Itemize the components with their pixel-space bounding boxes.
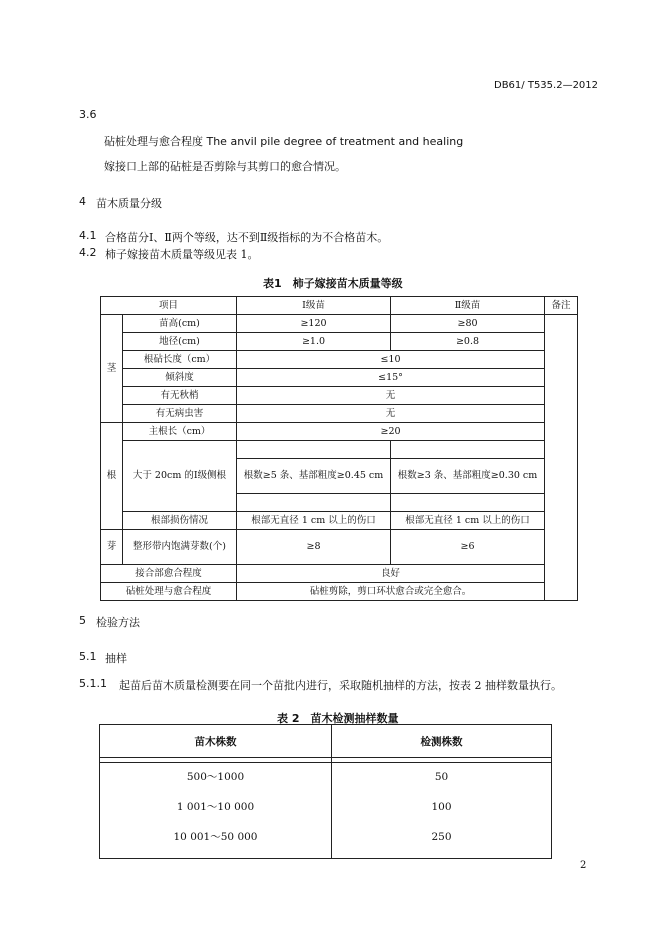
section-4-number: 4 — [79, 195, 86, 208]
section-5-heading: 检验方法 — [96, 616, 140, 629]
term-title: 砧桩处理与愈合程度 The anvil pile degree of treatment and healing — [104, 135, 464, 148]
header-remark: 备注 — [545, 297, 578, 315]
table-row — [101, 565, 578, 583]
group-stem: 茎 — [101, 315, 123, 423]
cell-grade-1: ≥120 — [237, 315, 391, 333]
cell-grade-1: ≥1.0 — [237, 333, 391, 351]
cell-grade-2: ≥80 — [391, 315, 545, 333]
clause-4-2-text: 柿子嫁接苗木质量等级见表 1。 — [105, 248, 259, 261]
cell-both-grades: ≤10 — [237, 351, 545, 369]
sample-count-cell — [332, 763, 552, 859]
seedling-count-cell — [100, 763, 332, 859]
cell-grade-1: ≥8 — [237, 530, 391, 565]
cell-grade-2: ≥6 — [391, 530, 545, 565]
table-row — [101, 583, 578, 601]
clause-5-1-1-text: 起苗后苗木质量检测要在同一个苗批内进行，采取随机抽样的方法，按表 2 抽样数量执行。 — [119, 679, 562, 692]
sample-count: 100 — [431, 801, 452, 813]
header-grade-2: Ⅱ级苗 — [391, 297, 545, 315]
clause-4-1-number: 4.1 — [79, 229, 97, 242]
header-item: 项目 — [101, 297, 237, 315]
table-row — [101, 387, 578, 405]
header-sample-count: 检测株数 — [332, 725, 552, 758]
table-2-caption: 表 2 苗木检测抽样数量 — [277, 712, 399, 725]
row-label: 接合部愈合程度 — [101, 565, 237, 583]
row-label: 大于 20cm 的Ⅰ级侧根 — [123, 441, 237, 512]
page-number: 2 — [580, 860, 587, 871]
seedling-count: 1 001～10 000 — [176, 801, 255, 813]
cell-grade-1: 根数≥5 条、基部粗度≥0.45 cm — [237, 459, 391, 494]
cell-both-grades: ≥20 — [237, 423, 545, 441]
clause-5-1-heading: 抽样 — [105, 652, 127, 665]
cell-grade-1 — [237, 441, 391, 459]
seedling-count: 10 001～50 000 — [173, 831, 258, 843]
group-root: 根 — [101, 423, 123, 530]
table-row — [100, 763, 552, 859]
table-row — [101, 423, 578, 441]
sampling-table — [99, 724, 552, 859]
table-row — [101, 333, 578, 351]
cell-both-grades: 无 — [237, 387, 545, 405]
clause-4-2-number: 4.2 — [79, 246, 97, 259]
sample-count: 250 — [431, 831, 452, 843]
row-label: 有无病虫害 — [123, 405, 237, 423]
row-label: 整形带内饱满芽数(个) — [123, 530, 237, 565]
clause-4-1-text: 合格苗分Ⅰ、Ⅱ两个等级，达不到Ⅱ级指标的为不合格苗木。 — [105, 231, 389, 244]
row-label: 地径(cm) — [123, 333, 237, 351]
table-row — [101, 369, 578, 387]
grade-table — [100, 296, 578, 601]
seedling-count: 500～1000 — [186, 771, 245, 783]
cell-grade-2: 根数≥3 条、基部粗度≥0.30 cm — [391, 459, 545, 494]
cell-grade-2 — [391, 441, 545, 459]
header-seedling-count: 苗木株数 — [100, 725, 332, 758]
remark-cell — [545, 315, 578, 601]
table-row-spacer — [101, 441, 578, 459]
table-row — [101, 530, 578, 565]
cell-grade-2: ≥0.8 — [391, 333, 545, 351]
table-row — [101, 351, 578, 369]
cell-both-grades: 无 — [237, 405, 545, 423]
table-header-row — [101, 297, 578, 315]
row-label: 主根长（cm） — [123, 423, 237, 441]
cell-both-grades: 砧桩剪除，剪口环状愈合或完全愈合。 — [237, 583, 545, 601]
cell-grade-1: 根部无直径 1 cm 以上的伤口 — [237, 512, 391, 530]
section-4-heading: 苗木质量分级 — [96, 197, 162, 210]
table-row — [101, 405, 578, 423]
cell-grade-1 — [237, 494, 391, 512]
sample-count: 50 — [434, 771, 449, 783]
row-label: 根部损伤情况 — [123, 512, 237, 530]
section-number: 3.6 — [79, 108, 97, 121]
table-header-row — [100, 725, 552, 758]
row-label: 根砧长度（cm） — [123, 351, 237, 369]
document-code: DB61/ T535.2—2012 — [494, 80, 599, 91]
row-label: 砧桩处理与愈合程度 — [101, 583, 237, 601]
table-1-caption: 表1 柿子嫁接苗木质量等级 — [263, 277, 403, 290]
term-definition: 嫁接口上部的砧桩是否剪除与其剪口的愈合情况。 — [104, 160, 346, 173]
row-label: 有无秋梢 — [123, 387, 237, 405]
row-label: 倾斜度 — [123, 369, 237, 387]
clause-5-1-number: 5.1 — [79, 650, 97, 663]
cell-both-grades: 良好 — [237, 565, 545, 583]
clause-5-1-1-number: 5.1.1 — [79, 677, 107, 690]
cell-grade-2 — [391, 494, 545, 512]
row-label: 苗高(cm) — [123, 315, 237, 333]
cell-grade-2: 根部无直径 1 cm 以上的伤口 — [391, 512, 545, 530]
header-grade-1: Ⅰ级苗 — [237, 297, 391, 315]
cell-both-grades: ≤15° — [237, 369, 545, 387]
table-row — [101, 315, 578, 333]
table-row — [101, 512, 578, 530]
group-bud: 芽 — [101, 530, 123, 565]
section-5-number: 5 — [79, 614, 86, 627]
